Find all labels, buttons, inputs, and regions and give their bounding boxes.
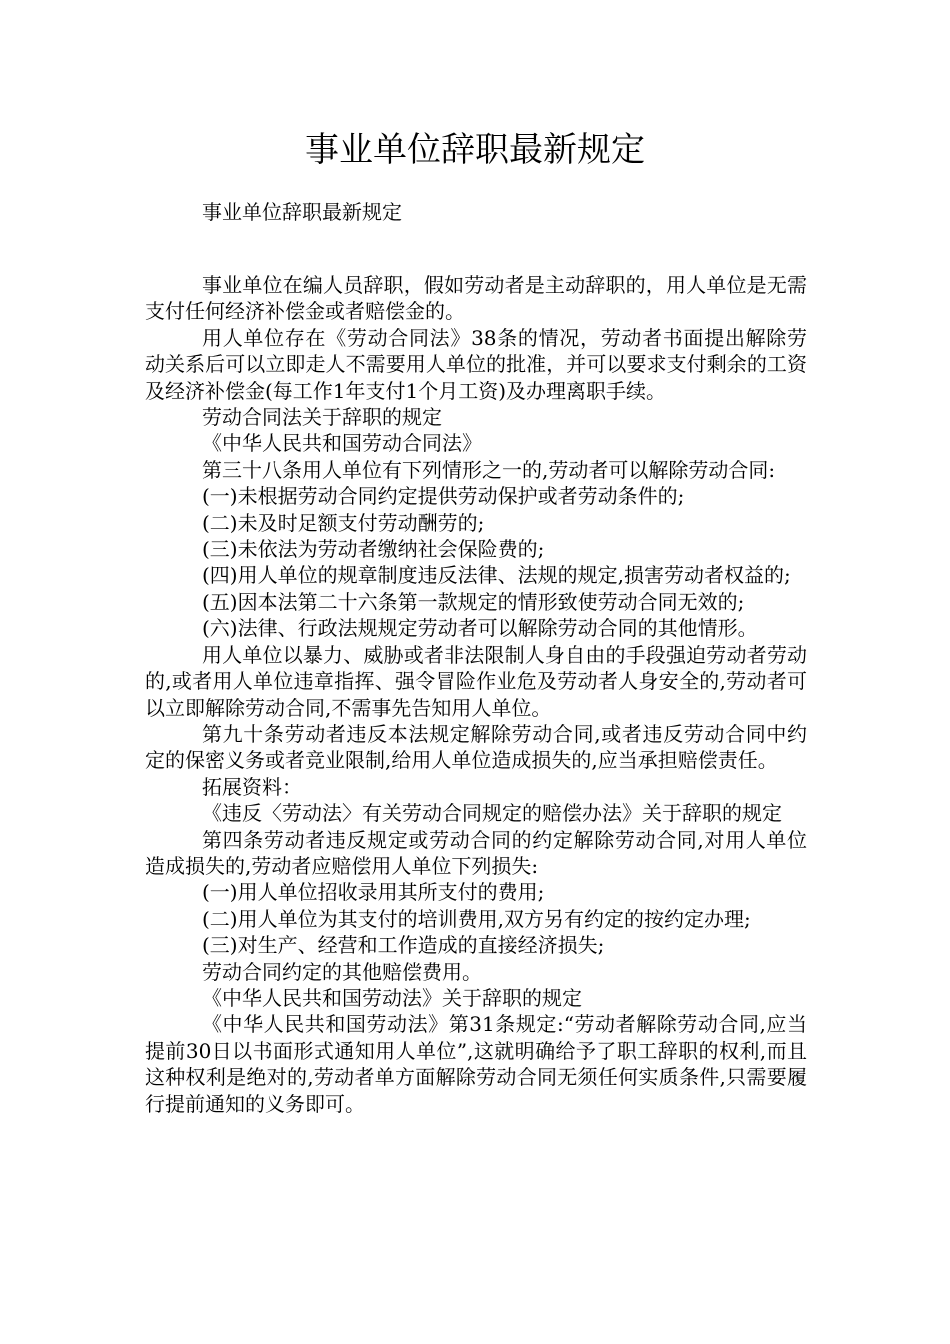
paragraph: 《中华人民共和国劳动法》第31条规定:“劳动者解除劳动合同,应当提前30日以书面形式通知用人单位”,这就明确给予了职工辞职的权利,而且这种权利是绝对的,劳动者单方面解除劳动合同无须任何实质条件,只需要履行提前通知的义务即可。 xyxy=(145,1012,807,1116)
paragraph: 用人单位以暴力、威胁或者非法限制人身自由的手段强迫劳动者劳动的,或者用人单位违章指挥、强令冒险作业危及劳动者人身安全的,劳动者可以立即解除劳动合同,不需事先告知用人单位。 xyxy=(145,642,807,720)
document-title: 事业单位辞职最新规定 xyxy=(305,130,645,170)
section-heading: 《中华人民共和国劳动法》关于辞职的规定 xyxy=(202,985,582,1010)
section-heading: 劳动合同法关于辞职的规定 xyxy=(202,405,442,430)
paragraph: 劳动合同约定的其他赔偿费用。 xyxy=(202,959,482,984)
list-item: (四)用人单位的规章制度违反法律、法规的规定,损害劳动者权益的; xyxy=(202,563,791,588)
document-body xyxy=(145,272,807,1117)
document-subtitle: 事业单位辞职最新规定 xyxy=(202,200,402,224)
law-title: 《违反〈劳动法〉有关劳动合同规定的赔偿办法》关于辞职的规定 xyxy=(202,801,782,826)
section-heading: 拓展资料： xyxy=(202,774,302,799)
law-title: 《中华人民共和国劳动合同法》 xyxy=(202,431,482,456)
paragraph: 事业单位在编人员辞职，假如劳动者是主动辞职的，用人单位是无需支付任何经济补偿金或者赔偿金的。 xyxy=(145,273,807,324)
paragraph: 用人单位存在《劳动合同法》38条的情况，劳动者书面提出解除劳动关系后可以立即走人不需要用人单位的批准，并可以要求支付剩余的工资及经济补偿金(每工作1年支付1个月工资)及办理离职手续。 xyxy=(145,325,807,403)
list-item: (三)未依法为劳动者缴纳社会保险费的; xyxy=(202,537,545,562)
paragraph: 第三十八条用人单位有下列情形之一的,劳动者可以解除劳动合同: xyxy=(202,457,776,482)
list-item: (六)法律、行政法规规定劳动者可以解除劳动合同的其他情形。 xyxy=(202,616,758,641)
list-item: (一)用人单位招收录用其所支付的费用; xyxy=(202,880,545,905)
paragraph: 第四条劳动者违反规定或劳动合同的约定解除劳动合同,对用人单位造成损失的,劳动者应赔偿用人单位下列损失: xyxy=(145,827,807,878)
list-item: (一)未根据劳动合同约定提供劳动保护或者劳动条件的; xyxy=(202,484,685,509)
list-item: (五)因本法第二十六条第一款规定的情形致使劳动合同无效的; xyxy=(202,589,745,614)
list-item: (二)用人单位为其支付的培训费用,双方另有约定的按约定办理; xyxy=(202,906,751,931)
list-item: (二)未及时足额支付劳动酬劳的; xyxy=(202,510,485,535)
paragraph: 第九十条劳动者违反本法规定解除劳动合同,或者违反劳动合同中约定的保密义务或者竞业限制,给用人单位造成损失的,应当承担赔偿责任。 xyxy=(145,721,807,773)
list-item: (三)对生产、经营和工作造成的直接经济损失; xyxy=(202,933,605,958)
